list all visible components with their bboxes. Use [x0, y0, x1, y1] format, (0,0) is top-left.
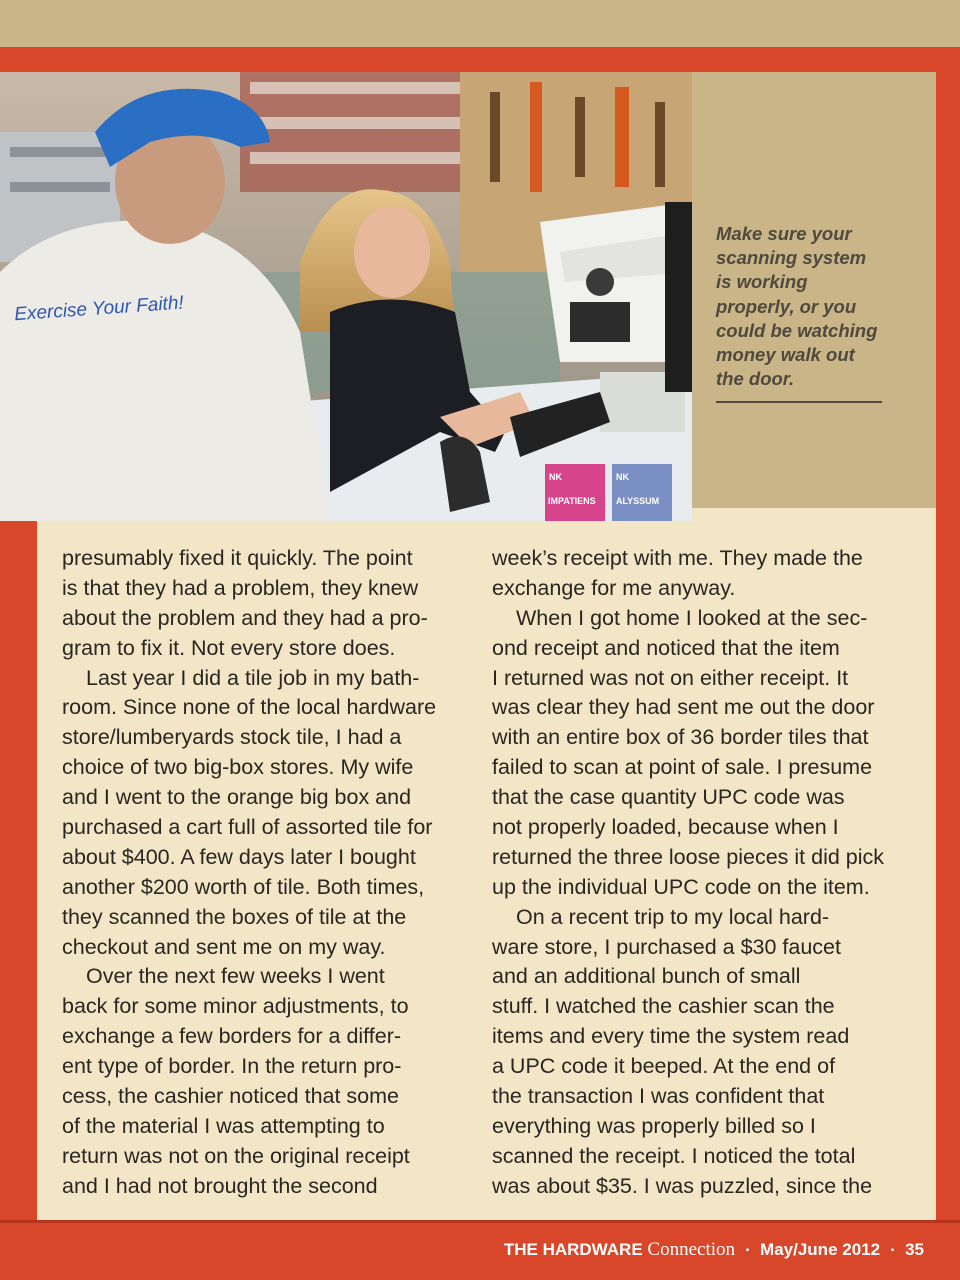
publication-connection: Connection — [647, 1239, 736, 1260]
article-line-right: When I got home I looked at the sec- — [516, 605, 868, 630]
article-line-right: failed to scan at point of sale. I presume — [492, 755, 873, 780]
caption-line: scanning system — [716, 247, 867, 269]
article-line-right: week’s receipt with me. They made the — [492, 546, 863, 570]
cashier-face — [354, 206, 430, 298]
article-line-right: a UPC code it beeped. At the end of — [492, 1054, 836, 1079]
caption-rule — [716, 401, 882, 403]
footer-separator: ▪ — [890, 1245, 895, 1256]
article-line-left: ent type of border. In the return pro- — [62, 1054, 402, 1079]
article-line-right: with an entire box of 36 border tiles that — [492, 725, 869, 750]
article-line-right: was about $35. I was puzzled, since the — [492, 1173, 873, 1198]
article-line-right: I returned was not on either receipt. It — [492, 665, 849, 690]
article-line-right: was clear they had sent me out the door — [492, 695, 875, 720]
caption-line: properly, or you — [716, 295, 857, 317]
caption-line: Make sure your — [716, 223, 852, 244]
tshirt-slogan: Exercise Your Faith! — [13, 292, 185, 326]
article-line-left: and I went to the orange big box and — [62, 785, 412, 810]
article-line-left: Last year I did a tile job in my bath- — [86, 665, 420, 690]
article-line-left: presumably fixed it quickly. The point — [62, 546, 413, 570]
article-line-right: that the case quantity UPC code was — [492, 785, 845, 810]
article-line-right: scanned the receipt. I noticed the total — [492, 1143, 856, 1168]
article-line-left: checkout and sent me on my way. — [62, 934, 386, 959]
article-line-right: up the individual UPC code on the item. — [492, 874, 870, 899]
article-line-right: everything was properly billed so I — [492, 1113, 816, 1138]
caption-line: could be watching — [716, 319, 878, 341]
article-line-left: purchased a cart full of assorted tile for — [62, 815, 433, 840]
article-line-left: return was not on the original receipt — [62, 1143, 410, 1168]
article-line-right: ware store, I purchased a $30 faucet — [492, 934, 841, 959]
article-line-left: Over the next few weeks I went — [86, 964, 385, 989]
article-line-right: the transaction I was confident that — [492, 1084, 825, 1109]
article-line-right: On a recent trip to my local hard- — [516, 904, 830, 929]
article-line-left: another $200 worth of tile. Both times, — [62, 874, 425, 899]
footer-separator: ▪ — [745, 1245, 750, 1256]
issue-date: May/June 2012 — [760, 1240, 881, 1259]
article-column-left — [62, 544, 482, 1202]
publication-name: THE HARDWARE — [503, 1240, 643, 1259]
article-line-left: about the problem and they had a pro- — [62, 605, 428, 630]
article-line-left: room. Since none of the local hardware — [62, 695, 437, 720]
article-line-right: items and every time the system read — [492, 1024, 850, 1049]
caption-line: money walk out — [716, 344, 855, 366]
article-line-right: stuff. I watched the cashier scan the — [492, 994, 835, 1019]
register-monitor — [665, 202, 692, 392]
page-footer — [504, 1236, 924, 1264]
article-line-left: exchange a few borders for a differ- — [62, 1024, 402, 1049]
packet-label-alyssum: ALYSSUM — [616, 496, 660, 506]
article-line-left: choice of two big-box stores. My wife — [62, 755, 414, 780]
article-line-right: returned the three loose pieces it did pick — [492, 844, 885, 869]
article-line-left: and I had not brought the second — [62, 1173, 378, 1198]
packet-label-impatiens: IMPATIENS — [548, 496, 596, 506]
top-margin-band — [0, 0, 960, 47]
svg-text:NK: NK — [616, 472, 629, 482]
article-line-left: back for some minor adjustments, to — [62, 994, 409, 1019]
article-line-right: and an additional bunch of small — [492, 964, 801, 989]
page-number: 35 — [905, 1240, 924, 1259]
article-line-right: not properly loaded, because when I — [492, 815, 839, 840]
svg-text:NK: NK — [549, 472, 562, 482]
article-line-left: gram to fix it. Not every store does. — [62, 635, 396, 660]
photo-caption — [716, 222, 886, 391]
article-line-right: ond receipt and noticed that the item — [492, 635, 840, 660]
article-line-left: they scanned the boxes of tile at the — [62, 904, 407, 929]
article-line-left: store/lumberyards stock tile, I had a — [62, 725, 402, 750]
article-line-left: cess, the cashier noticed that some — [62, 1084, 400, 1109]
caption-line: the door. — [716, 368, 795, 390]
store-checkout-photo — [0, 72, 692, 521]
article-line-right: exchange for me anyway. — [492, 575, 736, 600]
article-line-left: is that they had a problem, they knew — [62, 575, 419, 600]
footer-rule — [0, 1220, 960, 1223]
article-column-right — [492, 544, 912, 1202]
article-line-left: of the material I was attempting to — [62, 1113, 385, 1138]
article-line-left: about $400. A few days later I bought — [62, 844, 416, 869]
caption-line: is working — [716, 271, 808, 293]
